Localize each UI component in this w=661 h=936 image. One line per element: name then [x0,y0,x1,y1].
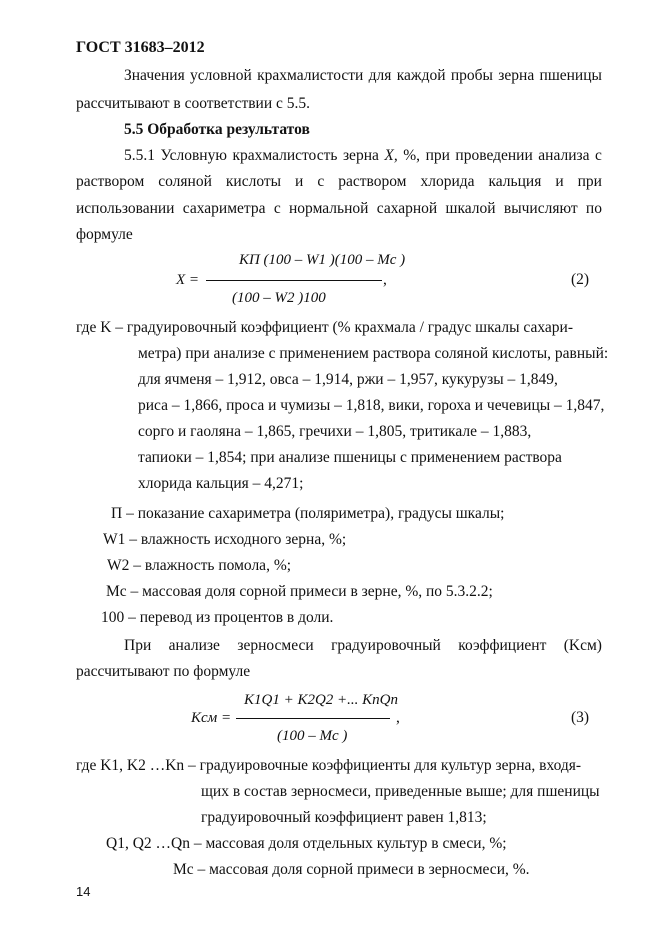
word: зерносмеси [237,637,314,654]
formula-2-comma: , [383,271,387,288]
word: сахарной [376,200,438,217]
word: градуировочный [331,637,441,654]
formula-2-lhs: X = [176,272,200,288]
def-mc: Mс – массовая доля сорной примеси в зерне, %, по 5.3.2.2; [106,583,493,600]
where-k-line-4: риса – 1,866, проса и чумизы – 1,818, вики, гороха и чечевицы – 1,847, [138,397,605,414]
word: коэффициент [458,637,547,654]
word: при [425,147,450,164]
def-p: П – показание сахариметра (поляриметра), градусы шкалы; [111,505,505,522]
word: для [368,67,392,84]
where-kn-line-2: щих в состав зерносмеси, приведенные выше; для пшеницы [201,783,600,800]
mix-line-1 [124,636,602,656]
def-100: 100 – перевод из процентов в доли. [101,609,334,626]
para-551-line-2 [76,172,602,192]
para-551-line-3 [76,199,602,219]
para-551-line-1 [124,146,602,166]
word: %, [403,147,421,164]
formula-2-fraction-bar [206,280,382,281]
formula-3-number: (3) [571,709,590,726]
word: условной [190,67,252,84]
word: с [273,200,281,217]
mix-line-2: рассчитывают по формуле [76,663,251,680]
page-number: 14 [76,884,91,899]
para-551-line-4: формуле [76,226,133,243]
word: анализа [538,147,590,164]
word: и [555,173,564,190]
intro-line-1 [124,66,602,86]
word: шкалой [445,200,496,217]
where-k-line-3: для ячменя – 1,912, овса – 1,914, ржи – 1,957, кукурузы – 1,849, [138,371,558,388]
word: сахариметра [182,200,266,217]
def-w2: W2 – влажность помола, %; [107,557,292,574]
where-kn-line-4: Q1, Q2 …Qn – массовая доля отдельных культур в смеси, %; [106,835,507,852]
word: соляной [158,173,212,190]
word: хлорида [420,173,475,190]
word: анализе [168,637,220,654]
where-kn-line-3: градуировочный коэффициент равен 1,813; [201,809,487,826]
where-kn-line-1: где K1, K2 …Kn – градуировочные коэффициенты для культур зерна, входя- [76,757,582,774]
word: крахмалистости [257,67,364,84]
word: зерна [498,67,535,84]
word: по [585,200,602,217]
variable-x: X, [384,147,398,164]
word: кальция [488,173,542,190]
formula-3-denominator: (100 – Mс ) [277,728,348,744]
where-k-line-1: где K – градуировочный коэффициент (% крахмала / градус шкалы сахари- [76,319,573,336]
word: вычисляют [503,200,578,217]
word: и [295,173,304,190]
word: крахмалистость [232,147,338,164]
word: использовании [76,200,175,217]
word: при [577,173,602,190]
document-header: ГОСТ 31683–2012 [76,39,205,56]
word: Значения [124,67,185,84]
word: пробы [450,67,493,84]
where-kn-line-5: Mс – массовая доля сорной примеси в зерносмеси, %. [173,861,530,878]
word: нормальной [289,200,369,217]
formula-3-lhs: Kсм = [191,710,232,726]
word: зерна [342,147,379,164]
formula-3-fraction-bar [236,718,390,719]
word: Условную [160,147,227,164]
word: пшеницы [539,67,602,84]
word: проведении [455,147,533,164]
section-title: 5.5 Обработка результатов [124,121,310,138]
where-k-line-6: тапиоки – 1,854; при анализе пшеницы с применением раствора [138,449,562,466]
word: При [124,637,152,654]
word: каждой [396,67,446,84]
word: 5.5.1 [124,147,155,164]
intro-line-2: рассчитывают в соответствии с 5.5. [76,95,311,112]
formula-3-numerator: K1Q1 + K2Q2 +... KnQn [244,692,399,708]
where-k-line-7: хлорида кальция – 4,271; [138,475,304,492]
formula-2-numerator: КП (100 – W1 )(100 – Mс ) [239,252,406,268]
formula-3-comma: , [396,709,400,726]
where-k-line-5: сорго и гаоляна – 1,865, гречихи – 1,805, тритикале – 1,883, [138,423,532,440]
word: кислоты [225,173,282,190]
where-k-line-2: метра) при анализе с применением раствора соляной кислоты, равный: [138,345,609,362]
word: с [595,147,602,164]
word: с [317,173,325,190]
def-w1: W1 – влажность исходного зерна, %; [103,531,347,548]
word: (Kсм) [563,637,602,654]
formula-2-number: (2) [571,271,590,288]
word: раствором [76,173,145,190]
formula-2-denominator: (100 – W2 )100 [232,290,326,306]
word: раствором [338,173,407,190]
